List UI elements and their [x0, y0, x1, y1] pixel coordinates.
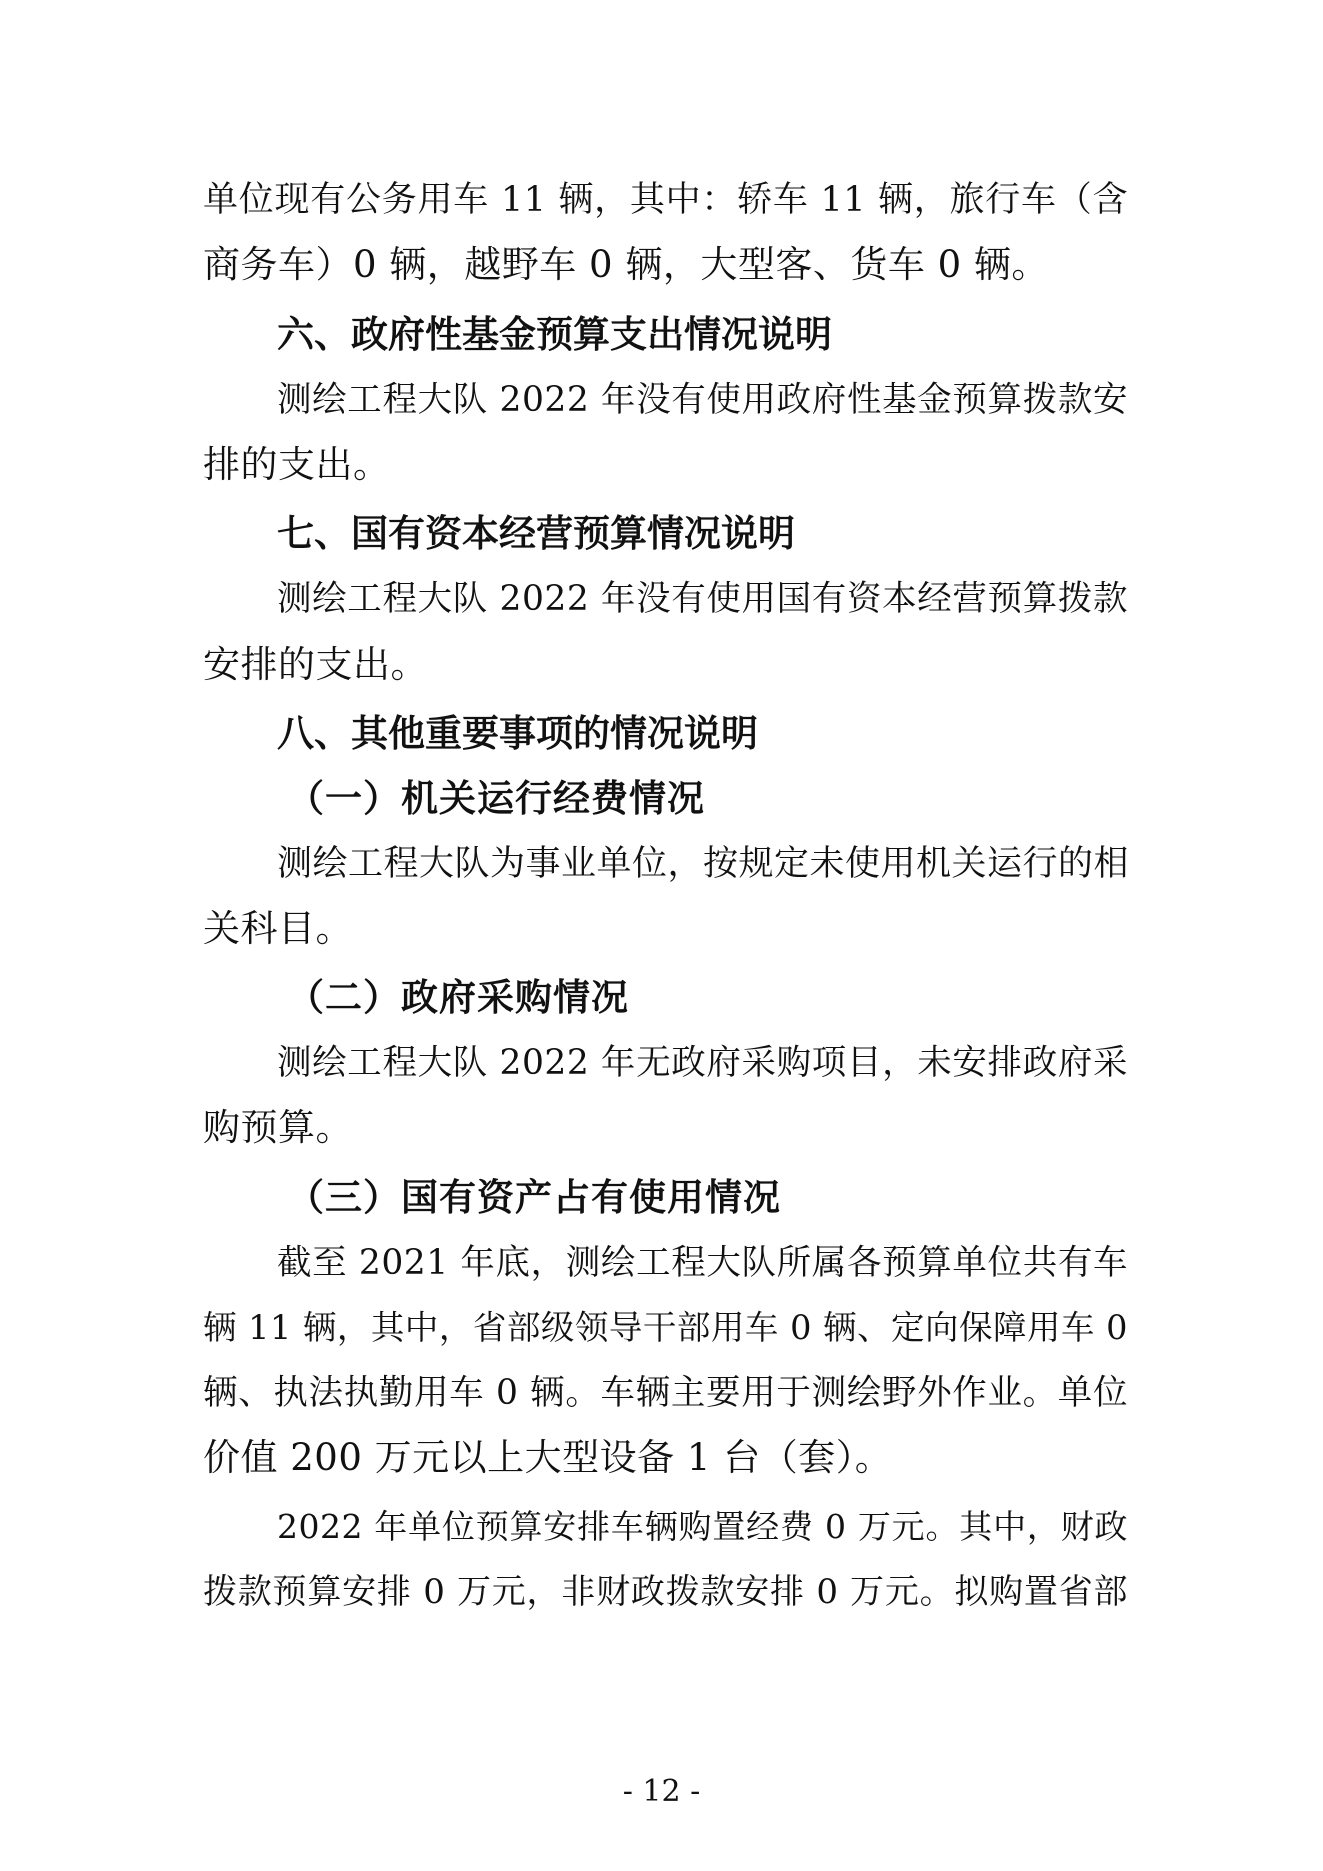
body-text-line: 拨款预算安排 0 万元，非财政拨款安排 0 万元。拟购置省部 [203, 1572, 1128, 1612]
subsection-heading: （一）机关运行经费情况 [287, 777, 705, 820]
body-text-line: 购预算。 [203, 1106, 353, 1149]
subsection-heading: （三）国有资产占有使用情况 [287, 1176, 781, 1219]
body-text-line: 测绘工程大队 2022 年无政府采购项目，未安排政府采 [277, 1043, 1128, 1083]
body-text-line: 单位现有公务用车 11 辆，其中：轿车 11 辆，旅行车（含 [203, 180, 1128, 220]
page-number: - 12 - [622, 1774, 701, 1809]
subsection-heading: （二）政府采购情况 [287, 976, 629, 1019]
body-text-line: 辆、执法执勤用车 0 辆。车辆主要用于测绘野外作业。单位 [203, 1373, 1128, 1413]
section-heading: 八、其他重要事项的情况说明 [277, 712, 758, 755]
body-text-line: 辆 11 辆，其中，省部级领导干部用车 0 辆、定向保障用车 0 [203, 1308, 1128, 1347]
body-text-line: 关科目。 [203, 907, 353, 950]
body-text-line: 安排的支出。 [203, 643, 428, 686]
body-text-line: 排的支出。 [203, 443, 391, 486]
section-heading: 七、国有资本经营预算情况说明 [277, 512, 795, 555]
body-text-line: 测绘工程大队 2022 年没有使用国有资本经营预算拨款 [277, 579, 1128, 619]
body-text-line: 商务车）0 辆，越野车 0 辆，大型客、货车 0 辆。 [203, 243, 1049, 286]
body-text-line: 测绘工程大队为事业单位，按规定未使用机关运行的相 [277, 844, 1130, 884]
body-text-line: 截至 2021 年底，测绘工程大队所属各预算单位共有车 [277, 1243, 1128, 1283]
section-heading: 六、政府性基金预算支出情况说明 [277, 313, 832, 356]
body-text-line: 2022 年单位预算安排车辆购置经费 0 万元。其中，财政 [277, 1507, 1128, 1546]
body-text-line: 测绘工程大队 2022 年没有使用政府性基金预算拨款安 [277, 380, 1128, 420]
body-text-line: 价值 200 万元以上大型设备 1 台（套）。 [203, 1436, 893, 1479]
